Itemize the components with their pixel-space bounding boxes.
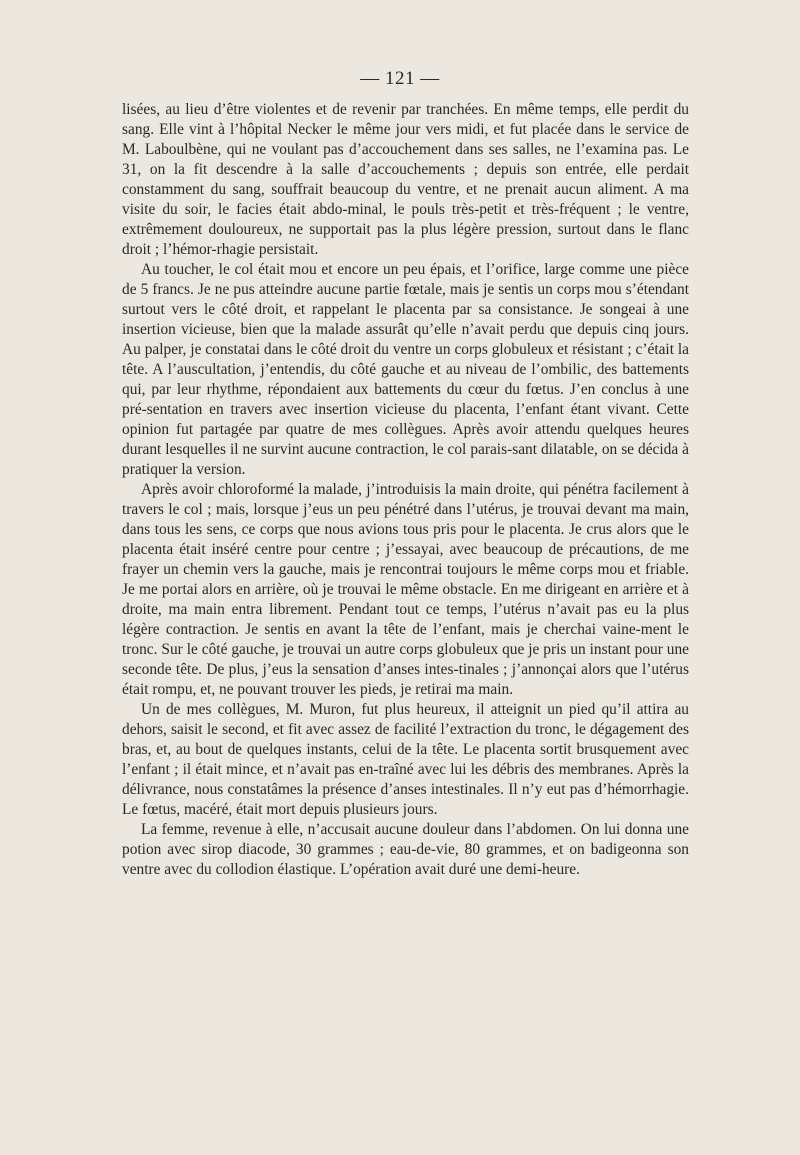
- paragraph-4: Un de mes collègues, M. Muron, fut plus heureux, il atteignit un pied qu’il attira au dehors, saisit le second, et fit avec assez de facilité l’extraction du tronc, le dégagement des bras, et, au bout de quelques instants, celui de la tête. Le placenta sortit brusquement avec l’enfant ; il était mince, et n’avait pas en-traîné avec lui les débris des membranes. Après la délivrance, nous constatâmes la présence d’anses intestinales. Il n’y eut pas d’hémorrhagie. Le fœtus, macéré, était mort depuis plusieurs jours.: [122, 701, 689, 818]
- body-text: [122, 100, 689, 880]
- paragraph-3: Après avoir chloroformé la malade, j’introduisis la main droite, qui pénétra facilement à travers le col ; mais, lorsque j’eus un peu pénétré dans l’utérus, je trouvai devant ma main, dans tous les sens, ce corps que nous avions tous pris pour le placenta. Je crus alors que le placenta était inséré centre pour centre ; j’essayai, avec beaucoup de précautions, de me frayer un chemin vers la gauche, mais je rencontrai toujours le même corps mou et friable. Je me portai alors en arrière, où je trouvai le même obstacle. En me dirigeant en arrière et à droite, ma main entra librement. Pendant tout ce temps, l’utérus n’avait pas eu la plus légère contraction. Je sentis en avant la tête de l’enfant, mais je cherchai vaine-ment le tronc. Sur le côté gauche, je trouvai un autre corps globuleux que je pris un instant pour une seconde tête. De plus, j’eus la sensation d’anses intes-tinales ; j’annonçai alors que l’utérus était rompu, et, ne pouvant trouver les pieds, je retirai ma main.: [122, 481, 689, 698]
- paragraph-5: La femme, revenue à elle, n’accusait aucune douleur dans l’abdomen. On lui donna une potion avec sirop diacode, 30 grammes ; eau-de-vie, 80 grammes, et on badigeonna son ventre avec du collodion élastique. L’opération avait duré une demi-heure.: [122, 821, 689, 878]
- paragraph-2: Au toucher, le col était mou et encore un peu épais, et l’orifice, large comme une pièce de 5 francs. Je ne pus atteindre aucune partie fœtale, mais je sentis un corps mou s’étendant surtout vers le côté droit, et rappelant le placenta par sa consistance. Je songeai à une insertion vicieuse, bien que la malade assurât qu’elle n’avait perdu que depuis cinq jours. Au palper, je constatai dans le côté droit du ventre un corps globuleux et résistant ; c’était la tête. A l’auscultation, j’entendis, du côté gauche et au niveau de l’ombilic, des battements qui, par leur rhythme, répondaient aux battements du cœur du fœtus. J’en conclus à une pré-sentation en travers avec insertion vicieuse du placenta, l’enfant étant vivant. Cette opinion fut partagée par quatre de mes collègues. Après avoir attendu quelques heures durant lesquelles il ne survint aucune contraction, le col parais-sant dilatable, on se décida à pratiquer la version.: [122, 261, 689, 478]
- paragraph-1: lisées, au lieu d’être violentes et de revenir par tranchées. En même temps, elle perdit du sang. Elle vint à l’hôpital Necker le même jour vers midi, et fut placée dans le service de M. Laboulbène, qui ne voulant pas d’accouchement dans ses salles, ne l’examina pas. Le 31, on la fit descendre à la salle d’accouchements ; depuis son entrée, elle perdait constamment du sang, souffrait beaucoup du ventre, et ne prenait aucun aliment. A ma visite du soir, le facies était abdo-minal, le pouls très-petit et très-fréquent ; le ventre, extrêmement douloureux, ne supportait pas la plus légère pression, surtout dans le flanc droit ; l’hémor-rhagie persistait.: [122, 101, 689, 258]
- page-number-header: — 121 —: [360, 68, 440, 89]
